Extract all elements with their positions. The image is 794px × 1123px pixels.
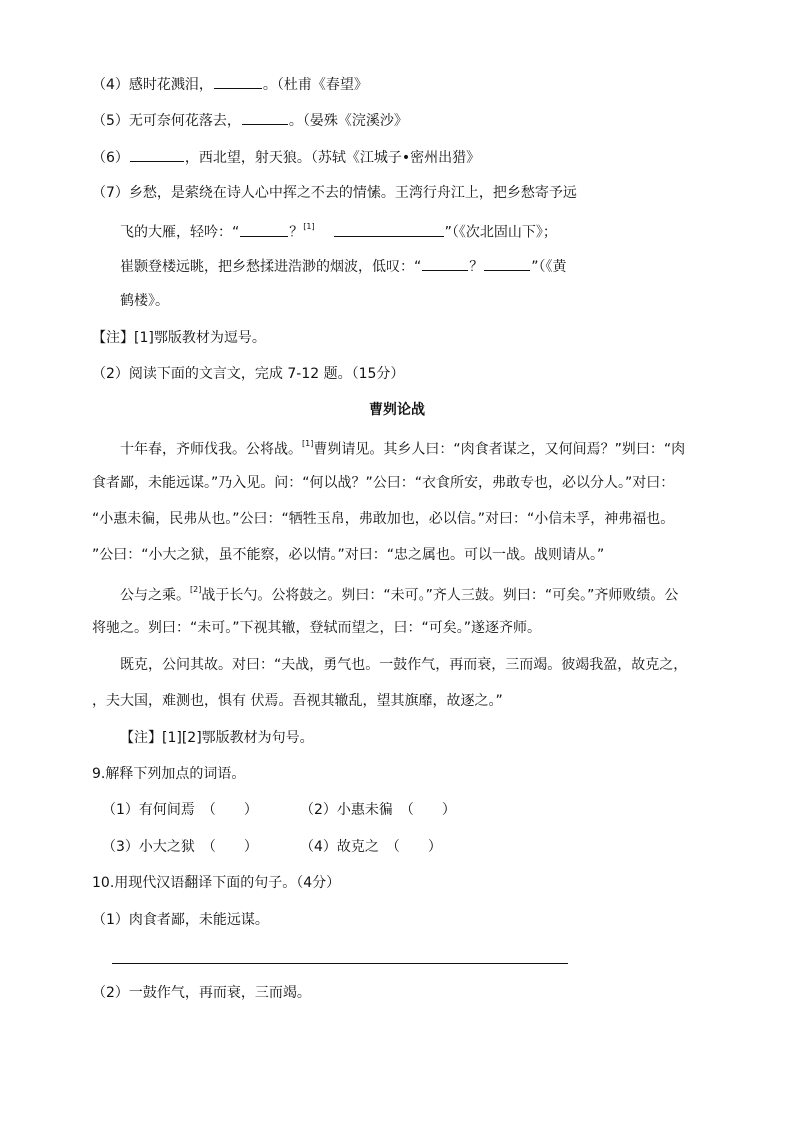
answer-blank[interactable] [334, 222, 444, 237]
essay-p1-line: “小惠未徧，民弗从也。”公曰：“牺牲玉帛，弗敢加也，必以信。”对曰：“小信未孚，神弗福也。 [92, 511, 675, 527]
answer-blank[interactable] [214, 74, 262, 89]
note-2: 【注】[1][2]鄂版教材为句号。 [120, 730, 314, 746]
essay-p3-line: ，夫大国，难测也，惧有 伏焉。吾视其辙乱，望其旗靡，故逐之。” [92, 693, 503, 709]
essay-title: 曹刿论战 [369, 402, 425, 418]
answer-blank[interactable] [422, 256, 468, 271]
answer-blank[interactable] [484, 256, 530, 271]
q9-item: （3）小大之狱 （ ） [102, 839, 258, 855]
answer-blank[interactable] [130, 147, 184, 162]
q10-sentence-1: （1）肉食者鄙，未能远谋。 [92, 912, 269, 928]
essay-p2-line: 公与之乘。[2]战于长勺。公将鼓之。刿曰：“未可。”齐人三鼓。刿曰：“可矣。”齐师败绩。公 [120, 585, 679, 604]
q9-item: （2）小惠未徧 （ ） [300, 802, 456, 818]
q9-item: （1）有何间焉 （ ） [102, 802, 258, 818]
poem-q5: （5）无可奈何花落去， 。（晏殊《浣溪沙》 [92, 110, 408, 131]
essay-p1-line: ”公曰：“小大之狱，虽不能察，必以情。”对曰：“忠之属也。可以一战。战则请从。” [92, 547, 605, 563]
poem-q7-line1: （7）乡愁，是萦绕在诗人心中挥之不去的情愫。王湾行舟江上，把乡愁寄予远 [92, 185, 577, 201]
essay-p3-line: 既克，公问其故。对曰：“夫战，勇气也。一鼓作气，再而衰，三而竭。彼竭我盈，故克之， [120, 657, 688, 673]
q10-title: 10.用现代汉语翻译下面的句子。（4分） [92, 875, 341, 891]
essay-p1-line: 十年春，齐师伐我。公将战。[1]曹刿请见。其乡人曰：“肉食者谋之，又何间焉？”刿曰：“肉 [120, 439, 686, 458]
answer-blank[interactable] [242, 110, 288, 125]
answer-line[interactable] [112, 963, 568, 964]
poem-q4: （4）感时花溅泪， 。（杜甫《春望》 [92, 74, 368, 95]
essay-p2-line: 将驰之。刿曰：“未可。”下视其辙，登轼而望之，曰：“可矣。”遂逐齐师。 [92, 620, 542, 636]
note-1: 【注】[1]鄂版教材为逗号。 [92, 330, 266, 346]
q9-item: （4）故克之 （ ） [300, 839, 442, 855]
q9-title: 9.解释下列加点的词语。 [92, 766, 246, 782]
q10-sentence-2: （2）一鼓作气，再而衰，三而竭。 [92, 985, 311, 1001]
answer-blank[interactable] [240, 222, 288, 237]
essay-p1-line: 食者鄙，未能远谋。”乃入见。问：“何以战？”公曰：“衣食所安，弗敢专也，必以分人。”对曰： [92, 475, 675, 491]
poem-q7-line2: 飞的大雁，轻吟：“ ？[1] ”（《次北固山下》； [120, 222, 557, 241]
section2-intro: （2）阅读下面的文言文，完成 7-12 题。（15分） [92, 366, 405, 382]
poem-q7-line3: 崔颢登楼远眺，把乡愁揉进浩渺的烟波，低叹：“ ？ ”（《黄 [120, 256, 567, 277]
poem-q7-line4: 鹤楼》。 [120, 293, 169, 309]
poem-q6: （6） ，西北望，射天狼。（苏轼《江城子•密州出猎》 [92, 147, 480, 168]
